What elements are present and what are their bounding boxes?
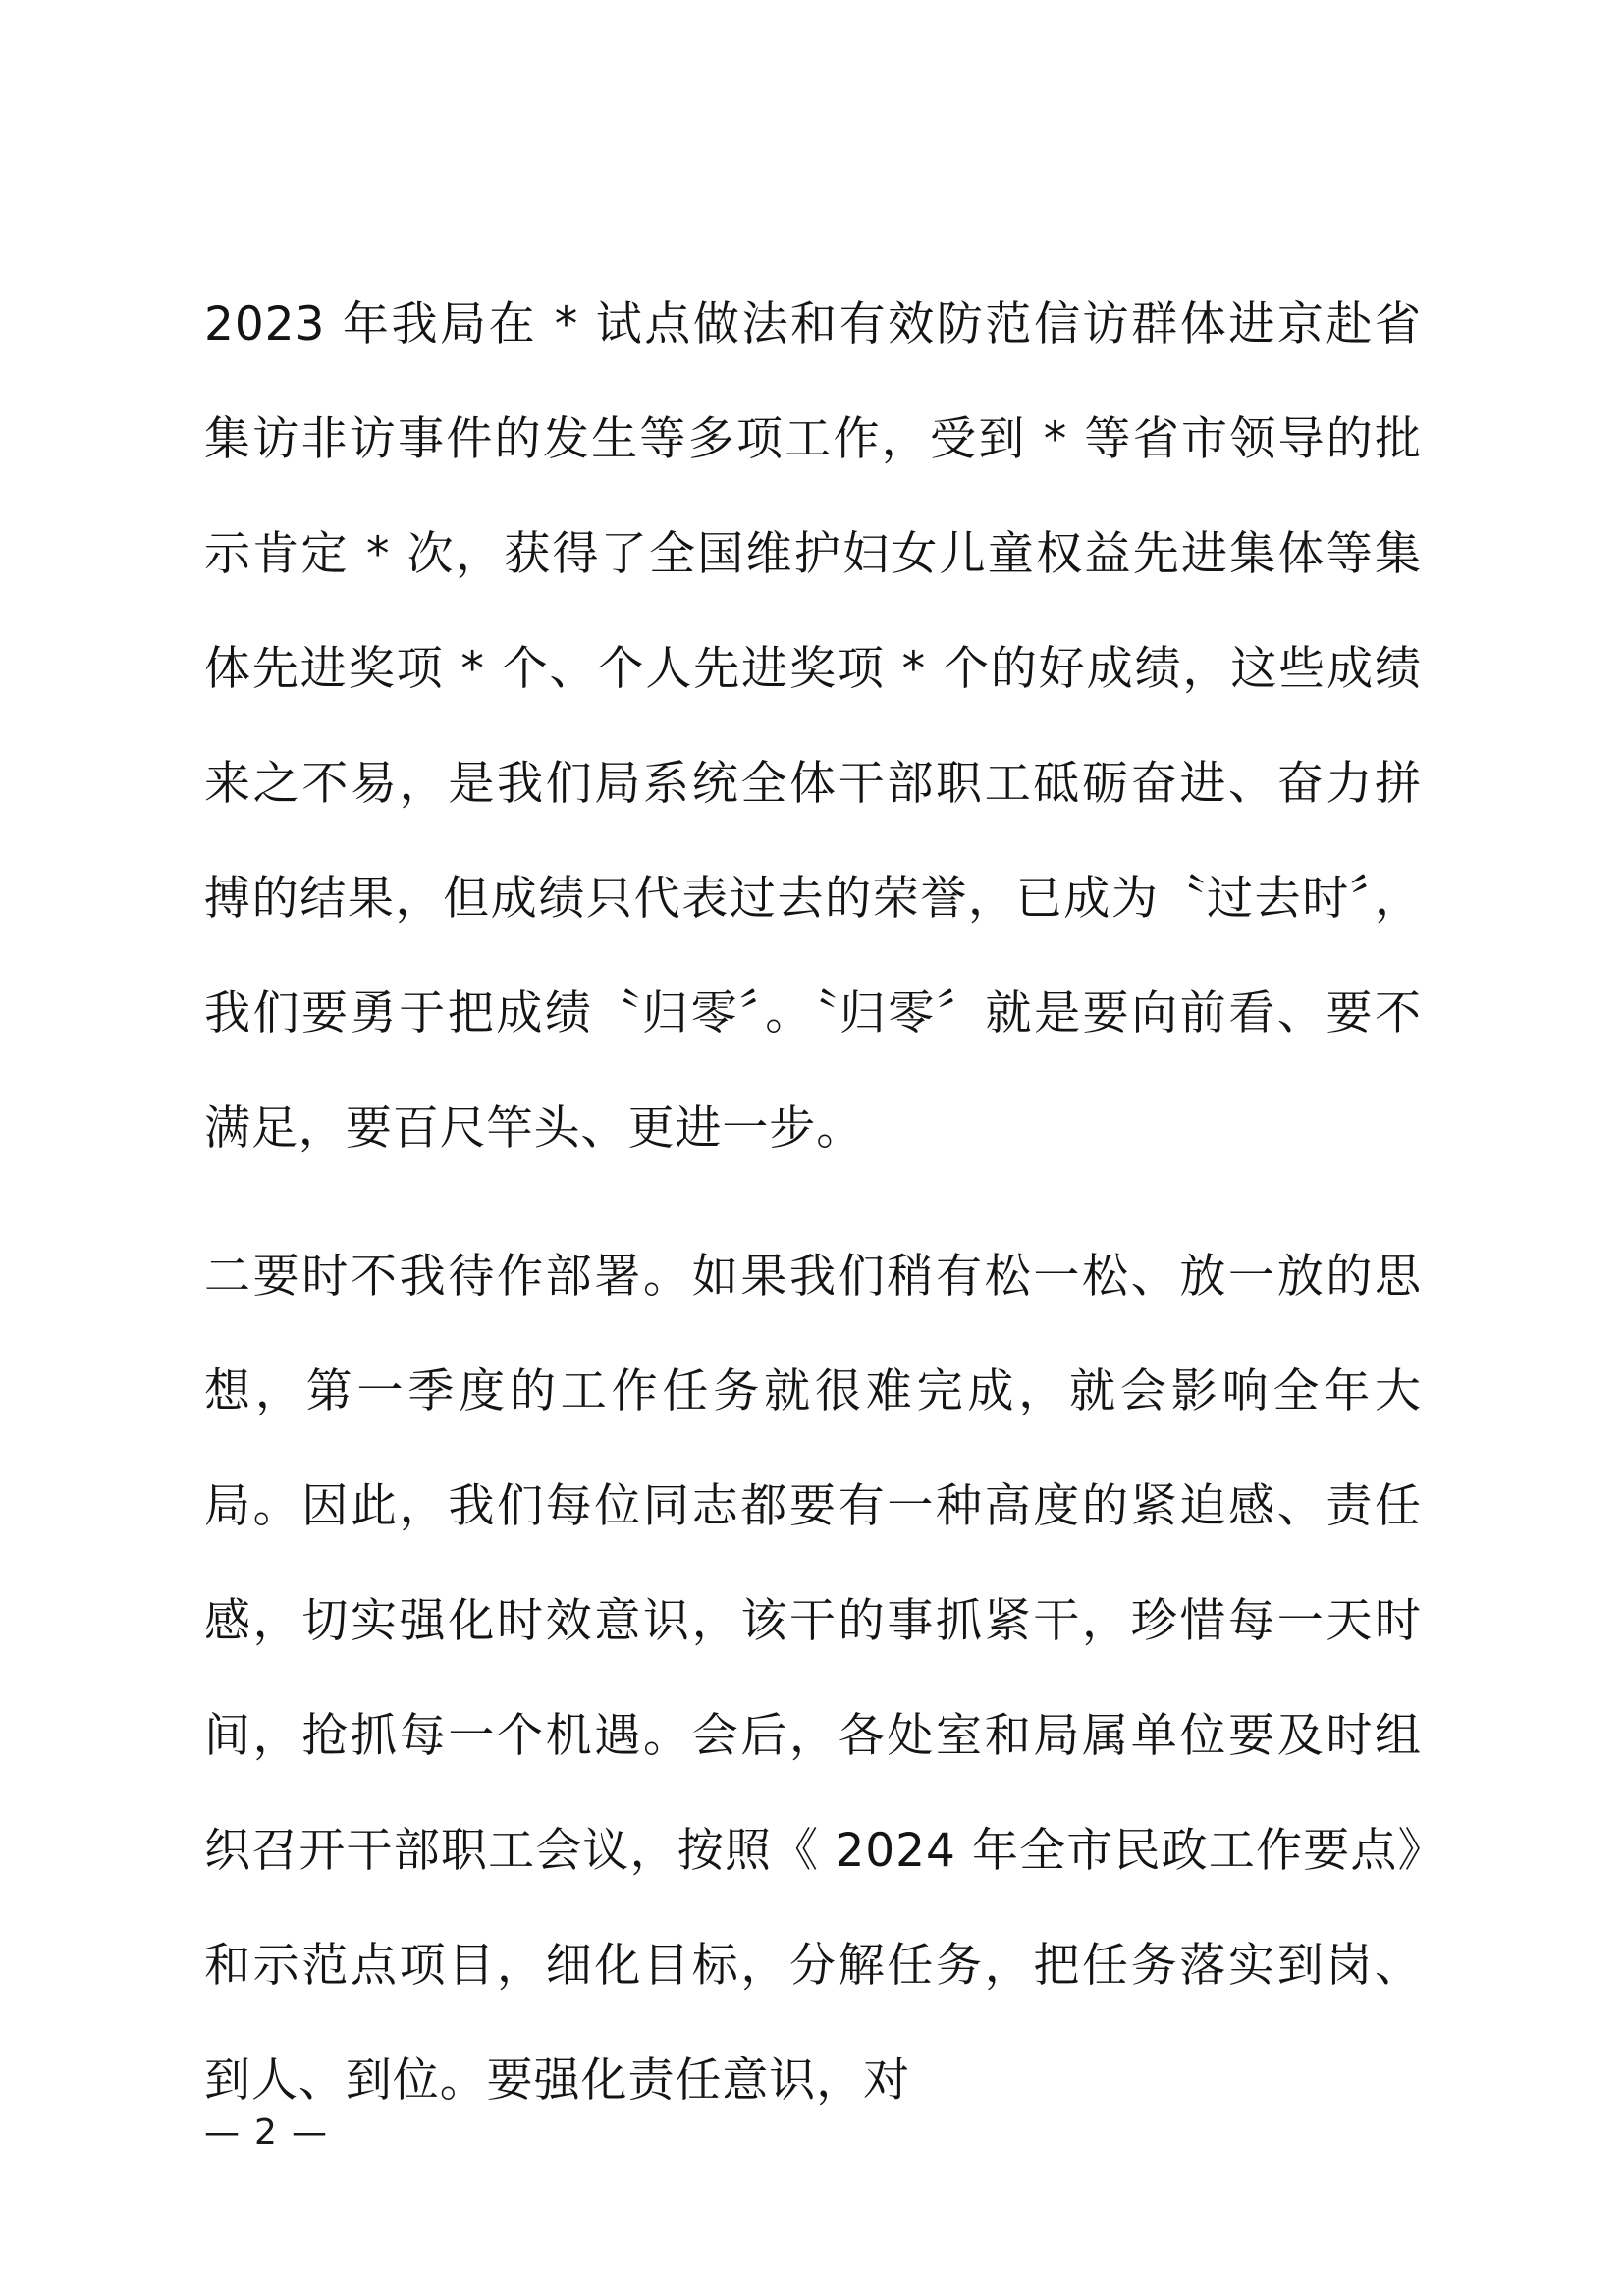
document-body — [204, 267, 1422, 2138]
page-footer — [204, 2112, 1422, 2153]
paragraph-achievements: 2023 年我局在 * 试点做法和有效防范信访群体进京赴省集访非访事件的发生等多项工作，受到 * 等省市领导的批示肯定 * 次，获得了全国维护妇女儿童权益先进集体等集体先进奖项 * 个、个人先进奖项 * 个的好成绩，这些成绩来之不易，是我们局系统全体干部职工砥砺奋进、奋力拼搏的结果，但成绩只代表过去的荣誉，已成为〝过去时〞，我们要勇于把成绩〝归零〞。〝归零〞就是要向前看、要不满足，要百尺竿头、更进一步。 — [204, 297, 1422, 1155]
paragraph-deployment: 二要时不我待作部署。如果我们稍有松一松、放一放的思想，第一季度的工作任务就很难完成，就会影响全年大局。因此，我们每位同志都要有一种高度的紧迫感、责任感，切实强化时效意识，该干的事抓紧干，珍惜每一天时间，抢抓每一个机遇。会后，各处室和局属单位要及时组织召开干部职工会议，按照《 2024 年全市民政工作要点》和示范点项目，细化目标，分解任务，把任务落实到岗、到人、到位。要强化责任意识，对 — [204, 1250, 1422, 2108]
page-number: — 2 — — [204, 2112, 329, 2153]
